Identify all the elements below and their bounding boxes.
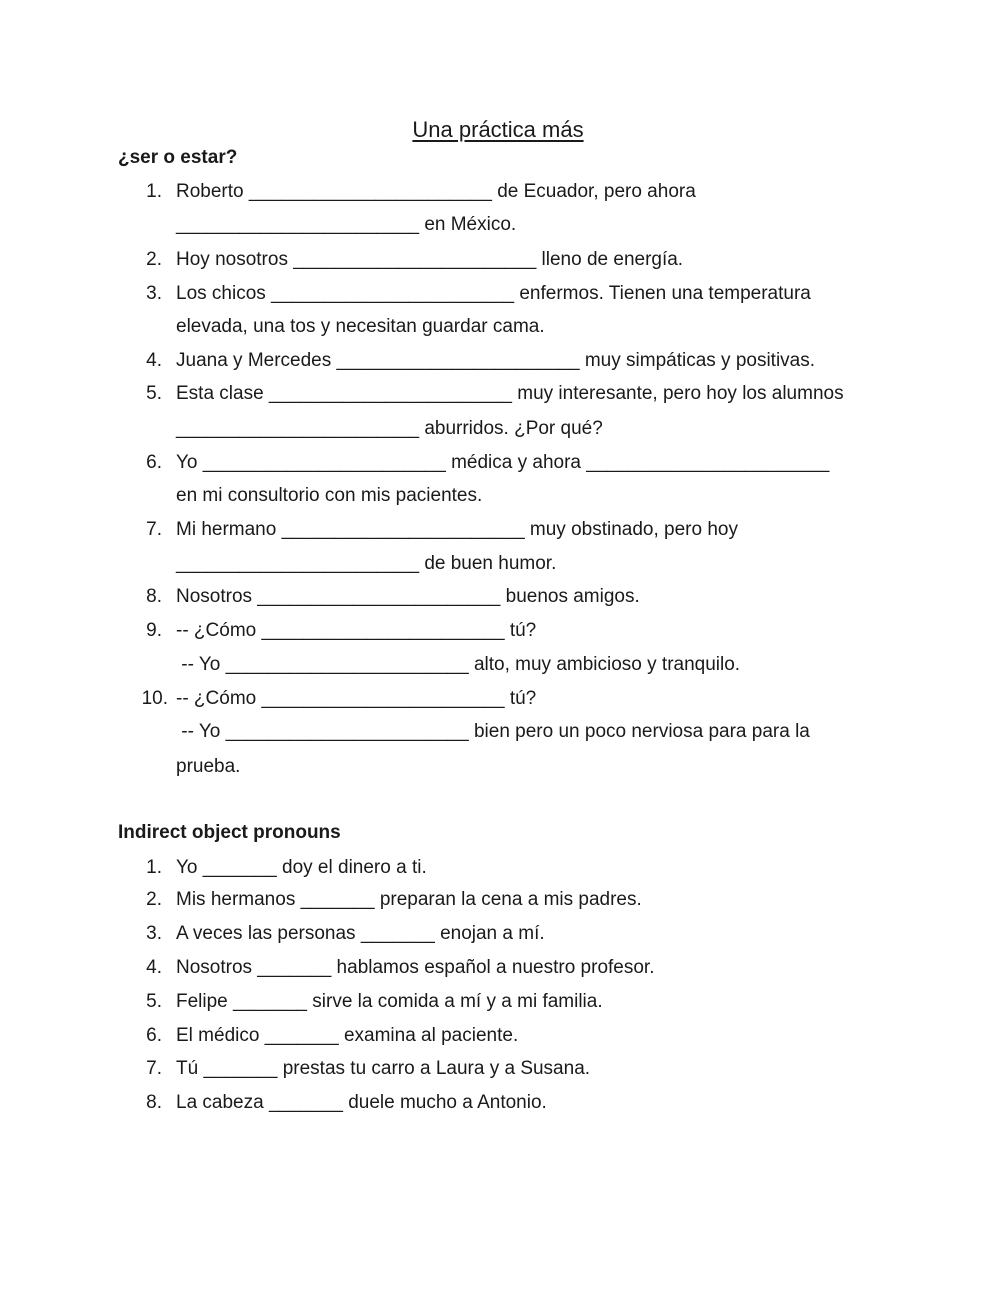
exercise-line: Yo _______ doy el dinero a ti. bbox=[176, 857, 427, 878]
exercise-line: _______________________ de buen humor. bbox=[176, 553, 557, 574]
item-number: 3. bbox=[146, 923, 162, 944]
exercise-line: A veces las personas _______ enojan a mí. bbox=[176, 923, 545, 944]
exercise-line: _______________________ aburridos. ¿Por qué? bbox=[176, 418, 603, 439]
item-number: 5. bbox=[146, 383, 162, 404]
item-number: 4. bbox=[146, 957, 162, 978]
exercise-line: _______________________ en México. bbox=[176, 214, 517, 235]
page-title: Una práctica más bbox=[412, 117, 584, 142]
exercise-line: prueba. bbox=[176, 756, 241, 777]
item-number: 7. bbox=[146, 519, 162, 540]
exercise-line: Tú _______ prestas tu carro a Laura y a Susana. bbox=[176, 1058, 591, 1079]
item-number: 6. bbox=[146, 452, 162, 473]
exercise-line: Felipe _______ sirve la comida a mí y a mi familia. bbox=[176, 991, 603, 1012]
item-number: 5. bbox=[146, 991, 162, 1012]
exercise-line: Roberto _______________________ de Ecuador, pero ahora bbox=[176, 181, 696, 202]
exercise-line: Yo _______________________ médica y ahora _______________________ bbox=[176, 452, 830, 473]
exercise-line: Nosotros _______ hablamos español a nuestro profesor. bbox=[176, 957, 655, 978]
exercise-line: Nosotros _______________________ buenos amigos. bbox=[176, 586, 640, 607]
exercise-line: -- Yo _______________________ alto, muy ambicioso y tranquilo. bbox=[176, 654, 741, 675]
item-number: 1. bbox=[146, 857, 162, 878]
item-number: 8. bbox=[146, 586, 162, 607]
exercise-line: elevada, una tos y necesitan guardar cama. bbox=[176, 316, 545, 337]
section-heading-ser-estar: ¿ser o estar? bbox=[118, 147, 238, 168]
item-number: 10. bbox=[141, 688, 168, 709]
exercise-line: La cabeza _______ duele mucho a Antonio. bbox=[176, 1092, 547, 1113]
exercise-line: Mis hermanos _______ preparan la cena a mis padres. bbox=[176, 889, 642, 910]
exercise-line: en mi consultorio con mis pacientes. bbox=[176, 485, 483, 506]
exercise-line: -- ¿Cómo _______________________ tú? bbox=[176, 688, 537, 709]
item-number: 2. bbox=[146, 889, 162, 910]
exercise-line: Los chicos _______________________ enfermos. Tienen una temperatura bbox=[176, 283, 811, 304]
item-number: 2. bbox=[146, 249, 162, 270]
exercise-line: -- Yo _______________________ bien pero un poco nerviosa para para la bbox=[176, 721, 810, 742]
exercise-line: El médico _______ examina al paciente. bbox=[176, 1025, 519, 1046]
item-number: 4. bbox=[146, 350, 162, 371]
item-number: 1. bbox=[146, 181, 162, 202]
exercise-line: Hoy nosotros _______________________ lleno de energía. bbox=[176, 249, 684, 270]
exercise-line: -- ¿Cómo _______________________ tú? bbox=[176, 620, 537, 641]
item-number: 9. bbox=[146, 620, 162, 641]
item-number: 7. bbox=[146, 1058, 162, 1079]
section-heading-indirect-object: Indirect object pronouns bbox=[118, 822, 341, 843]
exercise-line: Mi hermano _______________________ muy obstinado, pero hoy bbox=[176, 519, 738, 540]
item-number: 6. bbox=[146, 1025, 162, 1046]
item-number: 3. bbox=[146, 283, 162, 304]
exercise-line: Esta clase _______________________ muy interesante, pero hoy los alumnos bbox=[176, 383, 844, 404]
exercise-line: Juana y Mercedes _______________________ muy simpáticas y positivas. bbox=[176, 350, 816, 371]
item-number: 8. bbox=[146, 1092, 162, 1113]
